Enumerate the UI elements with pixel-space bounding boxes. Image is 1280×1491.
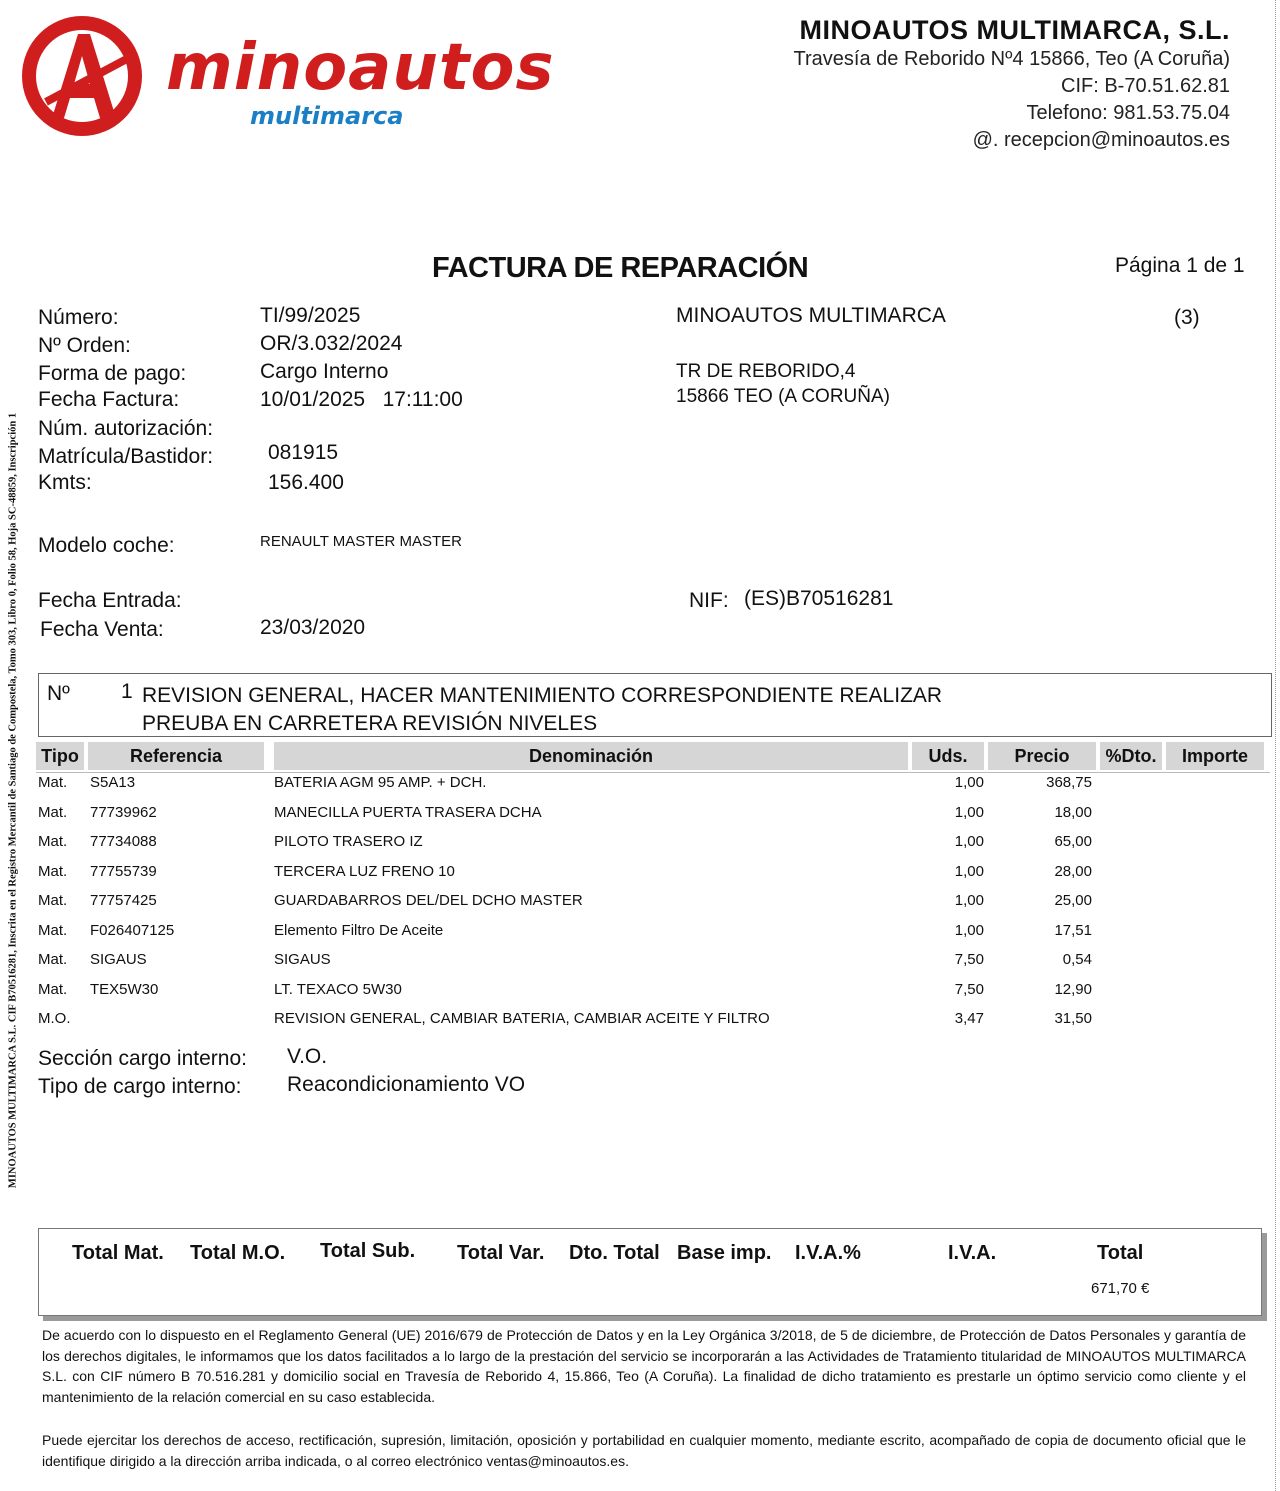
- total-label: Total: [1097, 1242, 1144, 1264]
- cell-referencia: S5A13: [90, 774, 136, 791]
- company-address: Travesía de Reborido Nº4 15866, Teo (A Coruña): [793, 48, 1230, 70]
- cell-tipo: Mat.: [38, 980, 68, 998]
- cell-referencia: 77757425: [90, 892, 157, 909]
- page-number: Página 1 de 1: [1115, 254, 1245, 277]
- cell-referencia: 77734088: [90, 833, 157, 850]
- table-row: [0, 861, 1280, 891]
- fecha-factura-label: Fecha Factura:: [38, 388, 180, 411]
- cell-uds: 3,47: [954, 1010, 984, 1027]
- cell-tipo: Mat.: [38, 833, 68, 850]
- col-header-referencia: Referencia: [88, 742, 264, 770]
- total-mat-label: Total Mat.: [72, 1242, 164, 1264]
- customer-city: 15866 TEO (A CORUÑA): [676, 386, 891, 407]
- page-edge-line: [1275, 0, 1276, 1491]
- description-number: 1: [121, 680, 133, 703]
- cell-precio: 12,90: [1054, 980, 1092, 998]
- modelo-value: RENAULT MASTER MASTER: [260, 533, 462, 550]
- cell-uds: 1,00: [954, 892, 984, 909]
- matricula-value: 081915: [268, 441, 339, 464]
- table-row: [0, 802, 1280, 832]
- company-logo: [18, 14, 578, 144]
- legal-paragraph-2: Puede ejercitar los derechos de acceso, rectificación, supresión, limitación, oposición y portabilidad en cualquier momento, mediante escrito, acompañado de copia de documento oficial que le identifique dirigido a la dirección arriba indicada, o al correo electrónico ventas@minoautos.es.: [42, 1432, 1246, 1469]
- company-info: [794, 14, 1230, 154]
- brand-subtitle: multimarca: [250, 102, 404, 130]
- customer-street: TR DE REBORIDO,4: [676, 361, 856, 382]
- cell-tipo: Mat.: [38, 774, 68, 791]
- col-header-denominacion: Denominación: [274, 742, 908, 770]
- repair-description-box: [38, 673, 1272, 737]
- total-sub-label: Total Sub.: [320, 1240, 416, 1262]
- table-row: [0, 979, 1280, 1009]
- pago-value: Cargo Interno: [260, 360, 389, 383]
- cell-tipo: Mat.: [38, 892, 68, 909]
- tipo-cargo-value: Reacondicionamiento VO: [287, 1073, 526, 1096]
- line-items: [0, 772, 1280, 1038]
- brand-name: minoautos: [166, 31, 555, 105]
- cell-tipo: Mat.: [38, 862, 68, 880]
- nif-label: NIF:: [689, 589, 729, 612]
- description-text: [142, 682, 1042, 738]
- modelo-label: Modelo coche:: [38, 534, 175, 557]
- fecha-entrada-label: Fecha Entrada:: [38, 589, 182, 612]
- cell-denominacion: BATERIA AGM 95 AMP. + DCH.: [274, 774, 487, 791]
- orden-label: Nº Orden:: [38, 334, 131, 357]
- totals-box: [38, 1228, 1262, 1316]
- cell-precio: 0,54: [1062, 951, 1092, 968]
- cell-precio: 31,50: [1054, 1010, 1092, 1027]
- company-phone: Telefono: 981.53.75.04: [1026, 102, 1230, 124]
- nif-value: (ES)B70516281: [744, 587, 894, 610]
- seccion-label: Sección cargo interno:: [38, 1047, 247, 1070]
- fecha-venta-label: Fecha Venta:: [40, 618, 164, 641]
- cell-denominacion: LT. TEXACO 5W30: [274, 980, 402, 998]
- customer-name: MINOAUTOS MULTIMARCA: [676, 304, 946, 327]
- dto-total-label: Dto. Total: [569, 1242, 660, 1264]
- description-n-label: Nº: [47, 682, 70, 705]
- cell-uds: 1,00: [954, 921, 984, 939]
- cell-uds: 1,00: [954, 803, 984, 821]
- side-registry-text: MINOAUTOS MULTIMARCA S.L. CIF B70516281, Inscrita en el Registro Mercantil de Santiago de Compostela, Tomo 303, Libro 0, Folio 58, Hoja SC-48859, Inscripción 1: [7, 412, 19, 1189]
- table-row: [0, 1008, 1280, 1038]
- cell-precio: 368,75: [1046, 774, 1092, 791]
- cell-referencia: TEX5W30: [90, 980, 159, 998]
- col-header-dto: %Dto.: [1100, 742, 1162, 770]
- cell-uds: 1,00: [954, 862, 984, 880]
- autorizacion-label: Núm. autorización:: [38, 417, 214, 440]
- cell-denominacion: MANECILLA PUERTA TRASERA DCHA: [274, 803, 542, 821]
- table-row: [0, 920, 1280, 950]
- legal-paragraph-1: De acuerdo con lo dispuesto en el Reglamento General (UE) 2016/679 de Protección de Datos y en la Ley Orgánica 3/2018, de 5 de diciembre, de Protección de Datos Personales y garantía de los derechos digitales, le informamos que los datos facilitados a lo largo de la prestación del servicio se incorporarán a las Actividades de Tratamiento titularidad de MINOAUTOS MULTIMARCA S.L. con CIF número B 70.516.281 y domicilio social en Travesía de Reborido 4, 15.866, Teo (A Coruña). La finalidad de dicho tratamiento es prestarle un óptimo servicio como cliente y el mantenimiento de la relación comercial en su caso establecida.: [42, 1327, 1246, 1405]
- seccion-value: V.O.: [287, 1045, 328, 1068]
- cell-tipo: Mat.: [38, 803, 68, 821]
- cell-denominacion: PILOTO TRASERO IZ: [274, 833, 423, 850]
- iva-label: I.V.A.: [948, 1242, 997, 1264]
- numero-label: Número:: [38, 306, 119, 329]
- table-row: [0, 831, 1280, 861]
- cell-denominacion: REVISION GENERAL, CAMBIAR BATERIA, CAMBIAR ACEITE Y FILTRO: [274, 1010, 770, 1027]
- cell-uds: 1,00: [954, 774, 984, 791]
- col-header-tipo: Tipo: [36, 742, 84, 770]
- customer-code: (3): [1174, 306, 1200, 329]
- base-imp-label: Base imp.: [677, 1242, 772, 1264]
- total-var-label: Total Var.: [457, 1242, 545, 1264]
- company-email: @. recepcion@minoautos.es: [972, 129, 1230, 151]
- cell-referencia: 77755739: [90, 862, 157, 880]
- cell-tipo: Mat.: [38, 951, 68, 968]
- table-row: [0, 949, 1280, 979]
- cell-referencia: SIGAUS: [90, 951, 147, 968]
- kmts-value: 156.400: [268, 471, 344, 494]
- orden-value: OR/3.032/2024: [260, 332, 403, 355]
- company-name: MINOAUTOS MULTIMARCA, S.L.: [799, 15, 1230, 45]
- cell-denominacion: GUARDABARROS DEL/DEL DCHO MASTER: [274, 892, 583, 909]
- cell-uds: 7,50: [954, 951, 984, 968]
- cell-tipo: Mat.: [38, 921, 68, 939]
- description-line-1: REVISION GENERAL, HACER MANTENIMIENTO CORRESPONDIENTE REALIZAR: [142, 684, 943, 707]
- cell-denominacion: SIGAUS: [274, 951, 331, 968]
- cell-precio: 28,00: [1054, 862, 1092, 880]
- col-header-importe: Importe: [1166, 742, 1264, 770]
- iva-percent-label: I.V.A.%: [795, 1242, 861, 1264]
- cell-uds: 1,00: [954, 833, 984, 850]
- cell-referencia: 77739962: [90, 803, 157, 821]
- cell-precio: 65,00: [1054, 833, 1092, 850]
- table-row: [0, 890, 1280, 920]
- col-header-uds: Uds.: [912, 742, 984, 770]
- logo-badge-icon: [18, 14, 158, 144]
- cell-precio: 18,00: [1054, 803, 1092, 821]
- table-row: [0, 772, 1280, 802]
- description-line-2: PREUBA EN CARRETERA REVISIÓN NIVELES: [142, 712, 598, 735]
- fecha-venta-value: 23/03/2020: [260, 616, 366, 639]
- fecha-factura-value: 10/01/2025 17:11:00: [260, 388, 463, 411]
- document-title: FACTURA DE REPARACIÓN: [432, 252, 809, 284]
- cell-precio: 17,51: [1054, 921, 1092, 939]
- cell-uds: 7,50: [954, 980, 984, 998]
- tipo-cargo-label: Tipo de cargo interno:: [38, 1075, 242, 1098]
- kmts-label: Kmts:: [38, 471, 92, 494]
- cell-denominacion: TERCERA LUZ FRENO 10: [274, 862, 455, 880]
- col-header-precio: Precio: [988, 742, 1096, 770]
- matricula-label: Matrícula/Bastidor:: [38, 445, 214, 468]
- cell-referencia: F026407125: [90, 921, 175, 939]
- numero-value: TI/99/2025: [260, 304, 361, 327]
- pago-label: Forma de pago:: [38, 362, 187, 385]
- total-mo-label: Total M.O.: [190, 1242, 286, 1264]
- company-cif: CIF: B-70.51.62.81: [1061, 75, 1230, 97]
- cell-precio: 25,00: [1054, 892, 1092, 909]
- cell-tipo: M.O.: [38, 1010, 71, 1027]
- cell-denominacion: Elemento Filtro De Aceite: [274, 921, 444, 939]
- total-value: 671,70 €: [1091, 1280, 1150, 1297]
